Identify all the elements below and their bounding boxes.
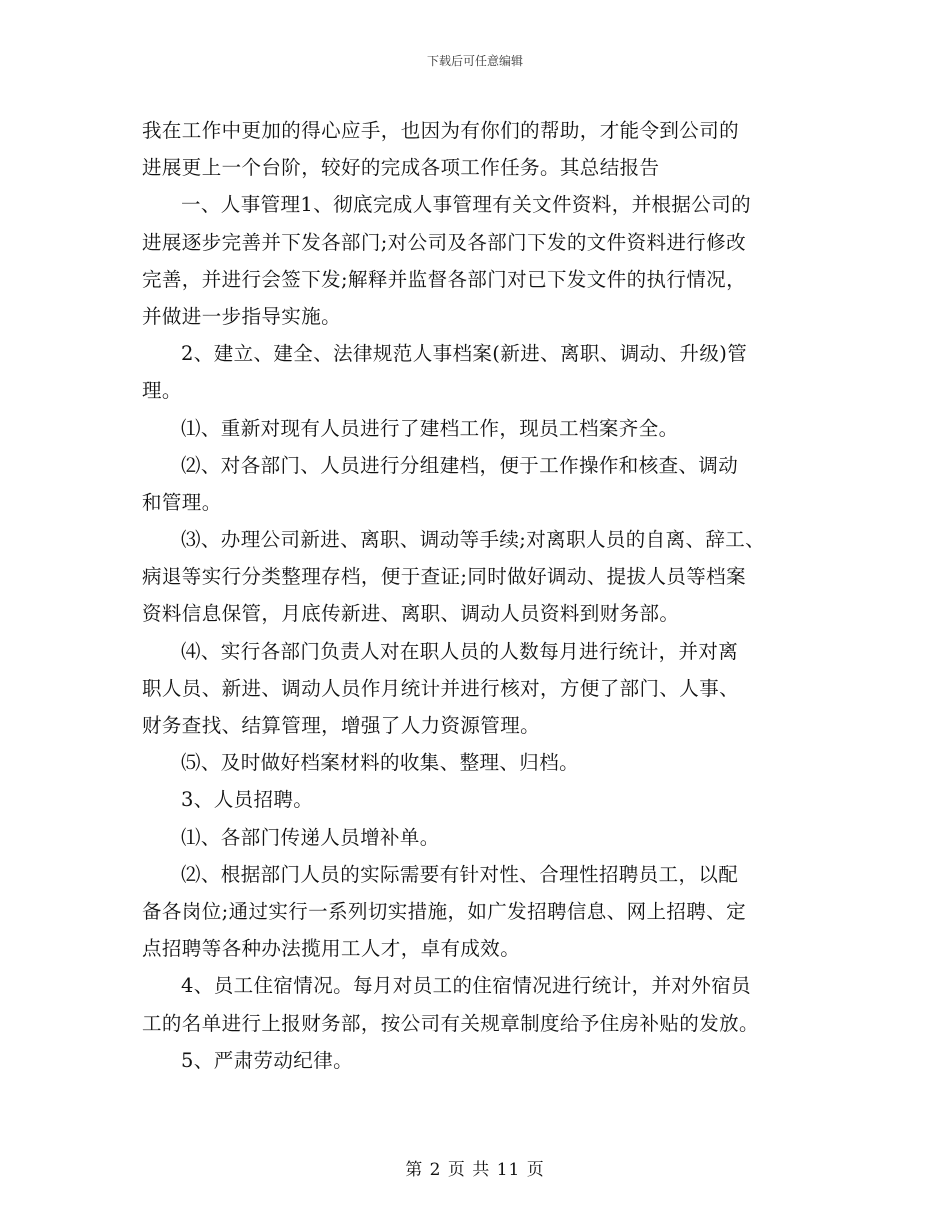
- text-line: 2、建立、建全、法律规范人事档案(新进、离职、调动、升级)管: [181, 342, 748, 366]
- text-line: ⑸、及时做好档案材料的收集、整理、归档。: [181, 751, 580, 775]
- text-line: 职人员、新进、调动人员作月统计并进行核对，方便了部门、人事、: [142, 676, 740, 700]
- text-line: 3、人员招聘。: [181, 788, 314, 812]
- text-line: 点招聘等各种办法揽用工人才，卓有成效。: [142, 937, 521, 961]
- text-line: 进展更上一个台阶，较好的完成各项工作任务。其总结报告: [142, 156, 660, 180]
- text-line: ⑷、实行各部门负责人对在职人员的人数每月进行统计，并对离: [181, 639, 739, 663]
- text-line: 财务查找、结算管理，增强了人力资源管理。: [142, 714, 541, 737]
- text-line: 5、严肃劳动纪律。: [181, 1048, 354, 1072]
- text-line: 4、员工住宿情况。每月对员工的住宿情况进行统计，并对外宿员: [181, 974, 752, 998]
- text-line: 理。: [142, 379, 182, 403]
- text-line: ⑴、各部门传递人员增补单。: [181, 825, 440, 849]
- text-line: 完善，并进行会签下发;解释并监督各部门对已下发文件的执行情况，: [142, 267, 746, 291]
- text-line: 并做进一步指导实施。: [142, 304, 342, 328]
- text-line: ⑴、重新对现有人员进行了建档工作，现员工档案齐全。: [181, 416, 679, 440]
- text-line: ⑵、对各部门、人员进行分组建档，便于工作操作和核查、调动: [181, 453, 739, 477]
- page-number-footer: 第 2 页 共 11 页: [405, 1160, 545, 1180]
- text-line: 进展逐步完善并下发各部门;对公司及各部门下发的文件资料进行修改: [142, 230, 746, 254]
- text-line: ⑵、根据部门人员的实际需要有针对性、合理性招聘员工，以配: [181, 862, 739, 886]
- text-line: 资料信息保管，月底传新进、离职、调动人员资料到财务部。: [142, 602, 680, 626]
- document-body: [142, 112, 832, 1079]
- text-line: 一、人事管理1、彻底完成人事管理有关文件资料，并根据公司的: [181, 193, 752, 217]
- text-line: 病退等实行分类整理存档，便于查证;同时做好调动、提拔人员等档案: [142, 565, 746, 589]
- text-line: 我在工作中更加的得心应手，也因为有你们的帮助，才能令到公司的: [142, 119, 740, 142]
- text-line: 工的名单进行上报财务部，按公司有关规章制度给予住房补贴的发放。: [142, 1011, 759, 1035]
- text-line: ⑶、办理公司新进、离职、调动等手续;对离职人员的自离、辞工、: [181, 528, 766, 552]
- text-line: 和管理。: [142, 490, 222, 514]
- text-line: 备各岗位;通过实行一系列切实措施，如广发招聘信息、网上招聘、定: [142, 899, 746, 923]
- page-header-note: 下载后可任意编辑: [426, 54, 523, 68]
